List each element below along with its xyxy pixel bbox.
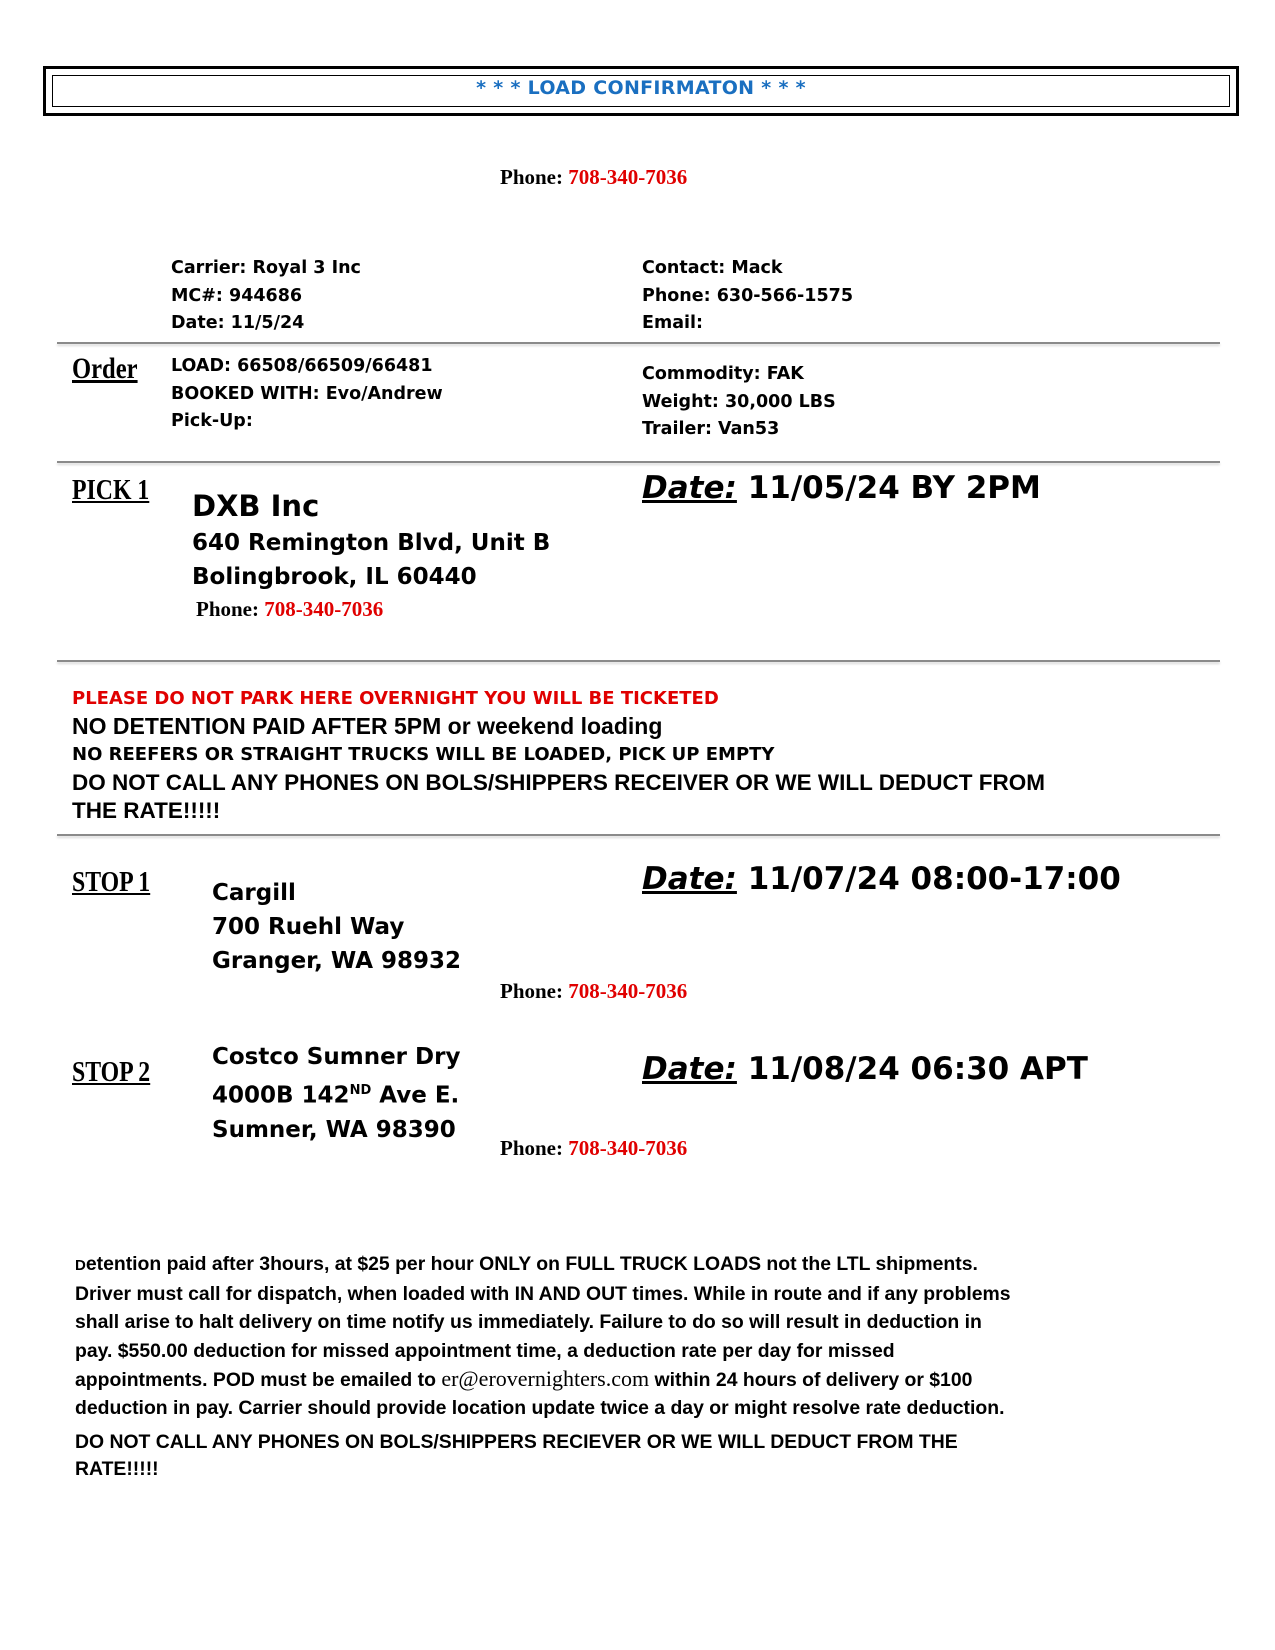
final-warning-line-2: RATE!!!!! (75, 1458, 159, 1480)
divider (57, 834, 1220, 836)
load-numbers: LOAD: 66508/66509/66481 (171, 356, 433, 376)
stop-2-date (642, 1051, 1088, 1087)
stop-2-phone-label: Phone: (500, 1136, 563, 1160)
stop-1-address-line-2: Granger, WA 98932 (212, 948, 462, 974)
divider (57, 660, 1220, 662)
terms-line-5-start: appointments. POD must be emailed to (75, 1368, 442, 1391)
stop-1-date (642, 861, 1121, 897)
pick-1-date-value: 11/05/24 BY 2PM (747, 470, 1041, 506)
pick-1-date-label: Date: (642, 470, 737, 506)
no-overnight-parking-notice: PLEASE DO NOT PARK HERE OVERNIGHT YOU WILL BE TICKETED (72, 688, 719, 709)
header-phone-number: 708-340-7036 (568, 165, 688, 189)
terms-line-6: deduction in pay. Carrier should provide location update twice a day or might resolve rate deduction. (75, 1397, 1005, 1420)
final-warning-line-1: DO NOT CALL ANY PHONES ON BOLS/SHIPPERS RECIEVER OR WE WILL DEDUCT FROM THE (75, 1431, 958, 1453)
pick-1-date (642, 470, 1041, 506)
pick-1-address-line-1: 640 Remington Blvd, Unit B (192, 530, 551, 556)
terms-line-3: shall arise to halt delivery on time notify us immediately. Failure to do so will result in deduction in (75, 1311, 982, 1334)
contact-info (642, 255, 853, 338)
pick-1-phone (196, 597, 383, 622)
terms-line-1 (75, 1250, 1200, 1280)
terms-line-1-text: etention paid after 3hours, at $25 per hour ONLY on FULL TRUCK LOADS not the LTL shipments. (85, 1253, 978, 1275)
pick-1-company: DXB Inc (192, 489, 320, 523)
booked-with: BOOKED WITH: Evo/Andrew (171, 383, 443, 404)
terms-line-2: Driver must call for dispatch, when loaded with IN AND OUT times. While in route and if any problems (75, 1283, 1011, 1306)
stop-2-street-suffix: ND (349, 1083, 372, 1098)
stop-1-phone-number: 708-340-7036 (568, 979, 688, 1003)
stop-1-date-label: Date: (642, 861, 737, 897)
stop-1-date-value: 11/07/24 08:00-17:00 (747, 861, 1121, 897)
weight: Weight: 30,000 LBS (642, 391, 836, 412)
stop-1-address (212, 876, 461, 978)
stop-2-street-name: Ave E. (371, 1082, 460, 1109)
document-title: * * * LOAD CONFIRMATON * * * (476, 77, 806, 99)
pick-1-address-line-2: Bolingbrook, IL 60440 (192, 564, 477, 590)
trailer: Trailer: Van53 (642, 419, 780, 439)
terms-line-5-end: within 24 hours of delivery or $100 (649, 1368, 973, 1391)
no-call-notice-line-1: DO NOT CALL ANY PHONES ON BOLS/SHIPPERS RECEIVER OR WE WILL DEDUCT FROM (72, 770, 1045, 795)
divider (57, 461, 1220, 463)
stop-2-address-line-2: Sumner, WA 98390 (212, 1116, 456, 1143)
carrier-date: Date: 11/5/24 (171, 313, 305, 333)
carrier-mc-number: MC#: 944686 (171, 285, 303, 306)
no-detention-notice: NO DETENTION PAID AFTER 5PM or weekend loading (72, 713, 663, 739)
title-banner (43, 66, 1239, 116)
no-reefers-notice: NO REEFERS OR STRAIGHT TRUCKS WILL BE LOADED, PICK UP EMPTY (72, 744, 775, 765)
carrier-name: Carrier: Royal 3 Inc (171, 258, 361, 278)
order-label: Order (72, 352, 138, 385)
header-phone-label: Phone: (500, 165, 563, 189)
pick-1-label: PICK 1 (72, 474, 150, 506)
stop-2-date-label: Date: (642, 1051, 737, 1087)
carrier-info (171, 255, 361, 338)
commodity: Commodity: FAK (642, 364, 804, 384)
divider (57, 342, 1220, 344)
stop-2-phone (500, 1136, 687, 1161)
terms-initial-letter: D (75, 1257, 86, 1274)
stop-2-address (212, 1040, 460, 1147)
shipment-details (642, 361, 836, 444)
terms-and-conditions (75, 1250, 1200, 1422)
pick-1-phone-number: 708-340-7036 (264, 597, 384, 621)
stop-2-address-line-1 (212, 1074, 460, 1113)
stop-1-company: Cargill (212, 880, 296, 906)
stop-2-phone-number: 708-340-7036 (568, 1136, 688, 1160)
stop-1-phone-label: Phone: (500, 979, 563, 1003)
final-warning (75, 1429, 1200, 1483)
stop-2-street-number: 4000B 142 (212, 1082, 350, 1109)
terms-line-5 (75, 1365, 1200, 1394)
stop-2-date-value: 11/08/24 06:30 APT (747, 1051, 1088, 1087)
no-call-notice-line-2: THE RATE!!!!! (72, 798, 221, 823)
contact-phone: Phone: 630-566-1575 (642, 285, 854, 306)
terms-line-4: pay. $550.00 deduction for missed appointment time, a deduction rate per day for missed (75, 1339, 895, 1362)
stop-1-label: STOP 1 (72, 866, 151, 898)
order-details (171, 353, 443, 436)
contact-email: Email: (642, 313, 703, 333)
stop-2-company: Costco Sumner Dry (212, 1044, 461, 1070)
contact-name: Contact: Mack (642, 258, 783, 278)
stop-1-address-line-1: 700 Ruehl Way (212, 914, 405, 940)
header-phone (500, 165, 687, 190)
pick-1-phone-label: Phone: (196, 597, 259, 621)
stop-1-phone (500, 979, 687, 1004)
stop-2-label: STOP 2 (72, 1056, 151, 1088)
pickup-label: Pick-Up: (171, 411, 253, 431)
pod-email-address: er@erovernighters.com (441, 1365, 650, 1391)
